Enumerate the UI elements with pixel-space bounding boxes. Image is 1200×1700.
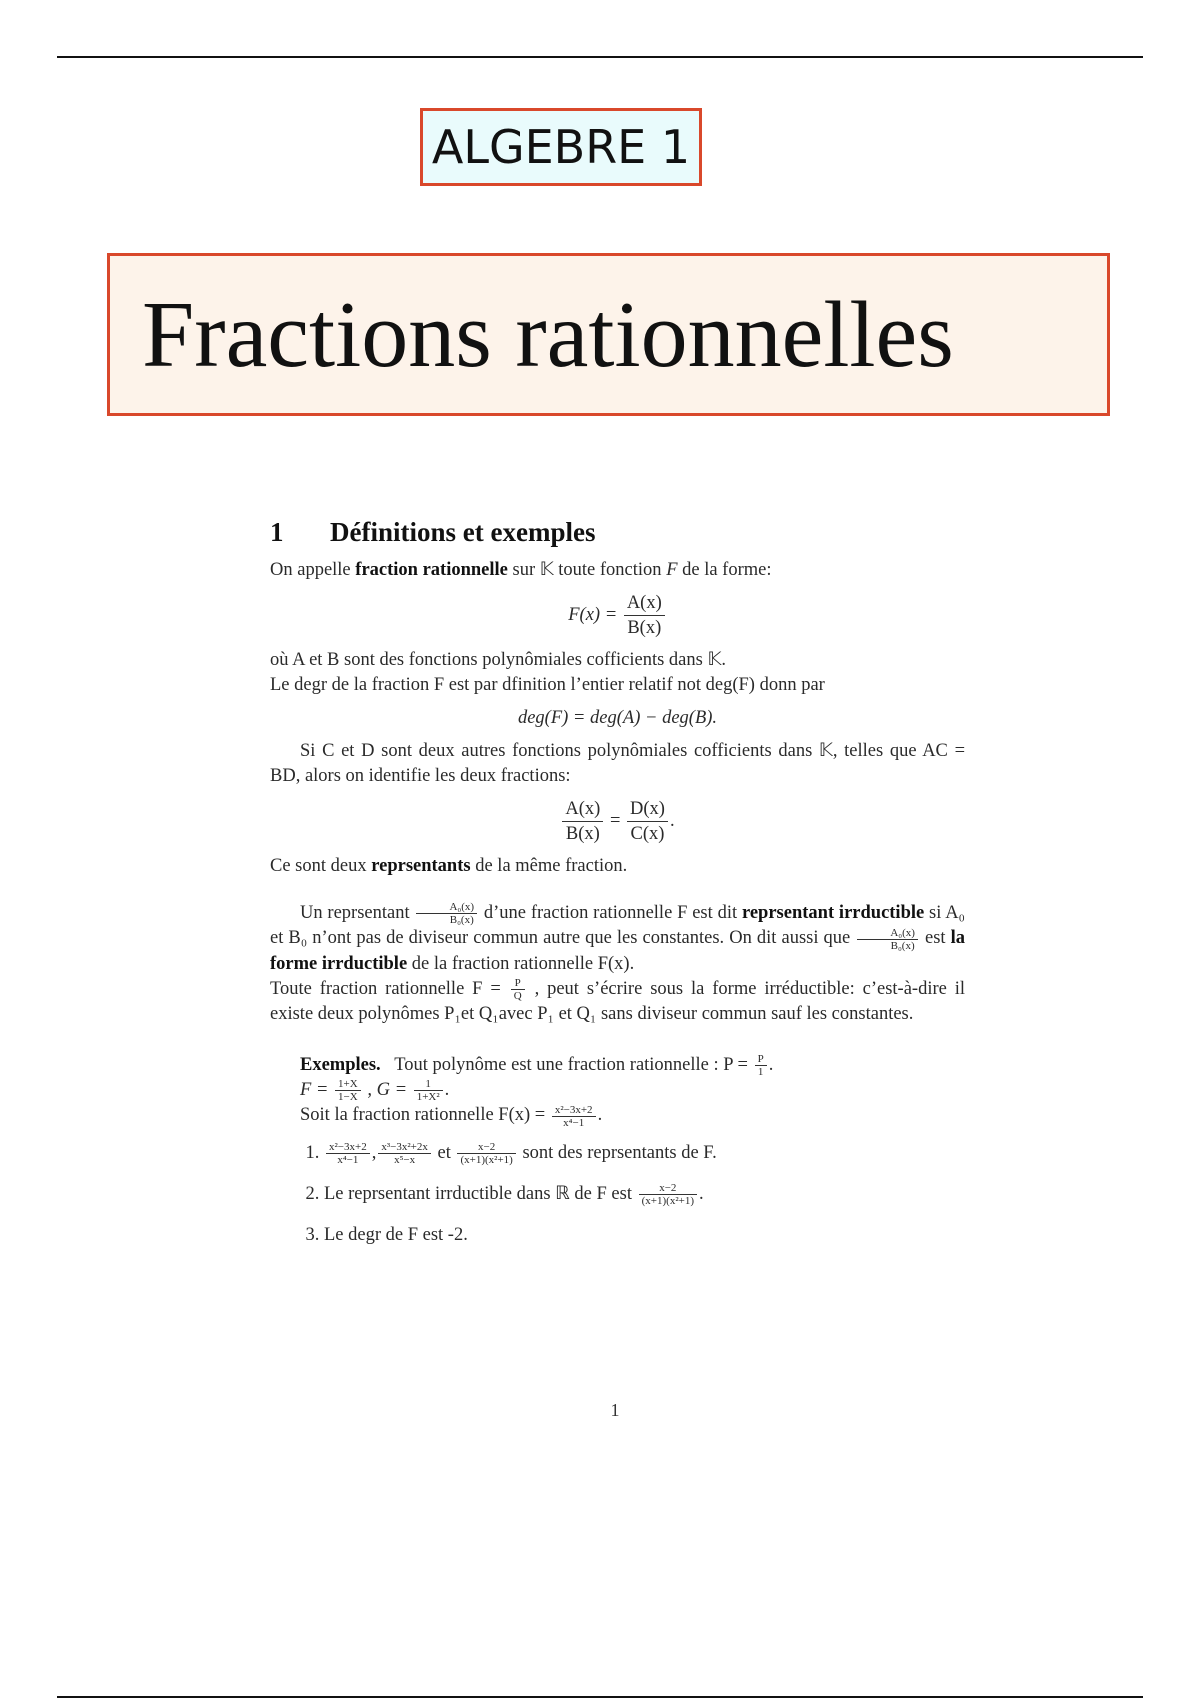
denominator: Q: [513, 989, 522, 1002]
section-number: 1: [270, 517, 284, 547]
fraction: [627, 797, 668, 846]
paragraph-irreducible-form: [270, 977, 965, 1027]
numerator: A₀(x): [416, 901, 477, 914]
example-line-2: F = $\frac{1+X}{1-X}$ , G = $\frac{1}{\text{1+X²}}$ .: [300, 1078, 450, 1104]
paragraph-identification: Si C et D sont deux autres fonctions polynômiales cofficients dans 𝕂, telles que AC = BD, alors on identifie les deux fractions:: [270, 741, 965, 786]
numerator: A₀(x): [857, 927, 918, 940]
examples-label: Exemples.: [300, 1054, 381, 1075]
equation-fraction-def: [270, 591, 965, 640]
text: d’une fraction rationnelle F est dit: [483, 903, 738, 923]
denominator: (x+1)(x²+1): [460, 1153, 513, 1166]
definition-paragraph: [270, 558, 965, 583]
fraction: [378, 1141, 431, 1166]
denominator: x⁴−1: [563, 1116, 585, 1129]
text: est: [925, 928, 946, 949]
equation-degree: [270, 706, 965, 731]
fraction: [755, 1053, 767, 1078]
denominator: B(x): [565, 824, 600, 844]
text: F =: [300, 1080, 329, 1100]
text: Toute fraction rationnelle F =: [270, 978, 501, 999]
paragraph-polynomials: où A et B sont des fonctions polynômiales cofficients dans 𝕂.: [270, 650, 726, 670]
fraction: [639, 1182, 697, 1207]
text: de la même fraction.: [475, 856, 628, 876]
numerator: P: [755, 1053, 767, 1066]
page-content: [270, 514, 965, 1264]
term-bold: la forme irrductible: [270, 928, 966, 974]
fraction: [326, 1141, 370, 1166]
examples-block: [300, 1053, 965, 1248]
denominator: 1: [757, 1066, 764, 1078]
section-title: Définitions et exemples: [330, 517, 596, 547]
eq-degree: deg(F) = deg(A) − deg(B).: [517, 708, 718, 728]
top-rule: [57, 56, 1143, 58]
denominator: x⁵−x: [394, 1153, 416, 1166]
fraction: [624, 591, 665, 640]
denominator: B₀(x): [449, 914, 474, 927]
text: sur 𝕂 toute fonction: [512, 560, 662, 580]
section-heading: [270, 514, 965, 550]
text: Ce sont deux: [270, 856, 367, 876]
text: , peut s’écrire sous la forme irréductible: c’est-à-dire il existe deux polynômes P₁et Q₁avec P₁ et Q₁ sans diviseur commun sauf les constantes.: [270, 978, 966, 1024]
examples-list: [300, 1141, 965, 1249]
numerator: P: [511, 977, 525, 990]
fraction: [552, 1104, 596, 1129]
denominator: 1+X²: [416, 1091, 440, 1104]
fraction: [857, 927, 918, 952]
text: de la forme:: [682, 560, 772, 580]
numerator: A(x): [562, 797, 603, 822]
numerator: x−2: [457, 1141, 515, 1154]
fraction: [416, 901, 477, 926]
bottom-rule: [57, 1696, 1143, 1698]
denominator: C(x): [630, 824, 665, 844]
term-bold: fraction rationnelle: [355, 560, 508, 580]
term-bold: reprsentants: [371, 856, 471, 876]
paragraph-irreducible: [270, 901, 965, 977]
denominator: x⁴−1: [337, 1153, 359, 1166]
list-item: 3. Le degr de F est -2.: [324, 1223, 965, 1248]
text: de la fraction rationnelle F(x).: [411, 953, 635, 974]
example-line-1: Exemples. Tout polynôme est une fraction rationnelle : P = $\frac{P}{1}$ .: [300, 1053, 774, 1078]
fraction: [562, 797, 603, 846]
text: Le reprsentant irrductible dans ℝ de F est: [324, 1183, 632, 1204]
fraction: [511, 977, 525, 1002]
eq-lhs: F(x) =: [568, 604, 618, 625]
var-f: F: [666, 560, 678, 580]
numerator: 1. x²−3x+2: [326, 1141, 370, 1154]
fraction: [335, 1078, 361, 1103]
numerator: D(x): [627, 797, 668, 822]
text: , G =: [367, 1080, 408, 1100]
list-item: 2. Le reprsentant irrductible dans ℝ de F est $\frac{x-2}{\text{(x+1)(x²+1)}}$ .: [324, 1182, 965, 1207]
numerator: 1+X: [335, 1078, 361, 1091]
text: Tout polynôme est une fraction rationnelle : P =: [394, 1054, 748, 1075]
paragraph-representants: [270, 854, 965, 879]
main-title: Fractions rationnelles: [107, 253, 1110, 416]
separator: ,: [371, 1142, 377, 1163]
numerator: x−2: [639, 1182, 697, 1195]
text: Soit la fraction rationnelle F(x) =: [300, 1105, 546, 1126]
numerator: 1: [414, 1078, 443, 1091]
denominator: 1−X: [338, 1091, 358, 1104]
text: On appelle: [270, 560, 351, 580]
list-item: [324, 1141, 965, 1166]
numerator: x²−3x+2: [552, 1104, 596, 1117]
numerator: x³−3x²+2x: [378, 1141, 431, 1154]
text: sont des reprsentants de F.: [522, 1142, 717, 1163]
term-bold: reprsentant irrductible: [741, 903, 925, 923]
paragraph-degree: Le degr de la fraction F est par dfinition l’entier relatif not deg(F) donn par: [270, 675, 825, 695]
equation-identity: $\frac{A(x)}{B(x)}$ = $\frac{D(x)}{C(x)}$ .: [270, 797, 965, 846]
text: si A₀ et B₀ n’ont pas de diviseur commun autre que les constantes. On dit aussi que: [270, 903, 965, 949]
denominator: B₀(x): [890, 939, 915, 952]
example-line-3: Soit la fraction rationnelle F(x) = $\frac{\text{x²−3x+2}}{\text{x⁴−1}}$ .: [300, 1103, 603, 1129]
separator: et: [437, 1142, 451, 1163]
text: Un reprsentant: [300, 903, 410, 923]
denominator: B(x): [627, 618, 662, 638]
course-label: ALGEBRE 1: [420, 108, 702, 186]
numerator: A(x): [624, 591, 665, 616]
denominator: (x+1)(x²+1): [641, 1195, 694, 1207]
fraction: [414, 1078, 443, 1103]
page-number: 1: [610, 1400, 620, 1420]
fraction: [457, 1141, 515, 1166]
